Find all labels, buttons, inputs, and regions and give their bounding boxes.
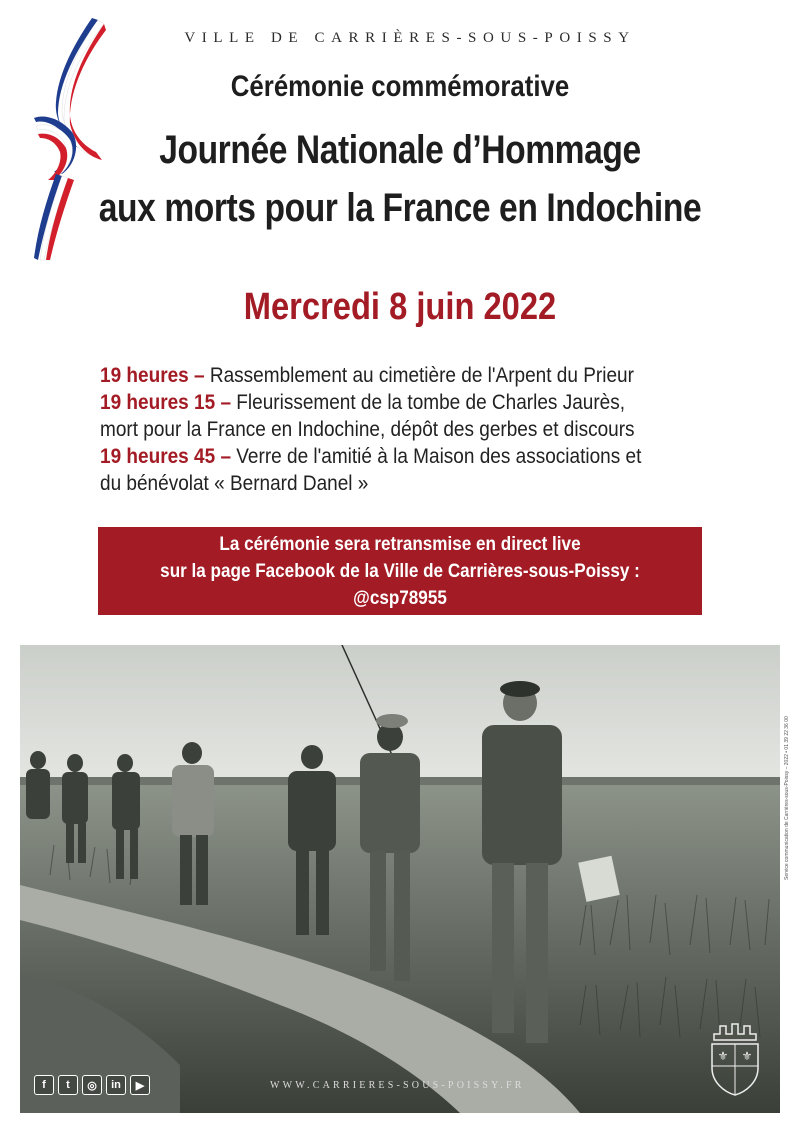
banner-line-2: sur la page Facebook de la Ville de Carrières-sous-Poissy : [160, 561, 640, 582]
social-links [34, 1075, 150, 1095]
instagram-icon[interactable]: ◎ [82, 1075, 102, 1095]
schedule-text: Verre de l'amitié à la Maison des associations et [231, 445, 642, 468]
schedule-text-continued: mort pour la France en Indochine, dépôt des gerbes et discours [100, 418, 635, 441]
page-title-line-2: aux morts pour la France en Indochine [98, 186, 702, 230]
facebook-handle[interactable]: @csp78955 [353, 588, 447, 609]
linkedin-icon[interactable]: in [106, 1075, 126, 1095]
event-date: Mercredi 8 juin 2022 [243, 286, 557, 328]
schedule-time: 19 heures – [100, 364, 205, 387]
schedule-time: 19 heures 45 – [100, 445, 232, 468]
banner-line-1: La cérémonie sera retransmise en direct live [219, 534, 581, 555]
svg-text:⚜: ⚜ [717, 1049, 729, 1063]
page-title-line-1: Journée Nationale d’Hommage [159, 128, 641, 172]
town-crest-icon [706, 1010, 764, 1096]
website-url[interactable]: WWW.CARRIERES-SOUS-POISSY.FR [270, 1080, 525, 1091]
youtube-icon[interactable]: ▶ [130, 1075, 150, 1095]
schedule-text-continued: du bénévolat « Bernard Danel » [100, 472, 369, 495]
svg-text:⚜: ⚜ [741, 1049, 753, 1063]
event-subtitle: Cérémonie commémorative [230, 70, 570, 103]
town-name: VILLE DE CARRIÈRES-SOUS-POISSY [184, 30, 636, 46]
schedule-item [100, 443, 661, 470]
schedule-item [100, 362, 661, 389]
schedule-text: Rassemblement au cimetière de l'Arpent du Prieur [204, 364, 634, 387]
facebook-icon[interactable]: f [34, 1075, 54, 1095]
soldiers-photo [20, 645, 780, 1113]
schedule-time: 19 heures 15 – [100, 391, 232, 414]
schedule-item [100, 389, 661, 416]
live-broadcast-banner [98, 527, 702, 615]
schedule-text: Fleurissement de la tombe de Charles Jaurès, [231, 391, 626, 414]
side-credit [784, 680, 798, 880]
schedule [100, 362, 720, 497]
side-credit-text: Service communication de Carrières-sous-Poissy – 2022 • 01 39 22 36 00 [784, 716, 790, 880]
twitter-icon[interactable]: t [58, 1075, 78, 1095]
